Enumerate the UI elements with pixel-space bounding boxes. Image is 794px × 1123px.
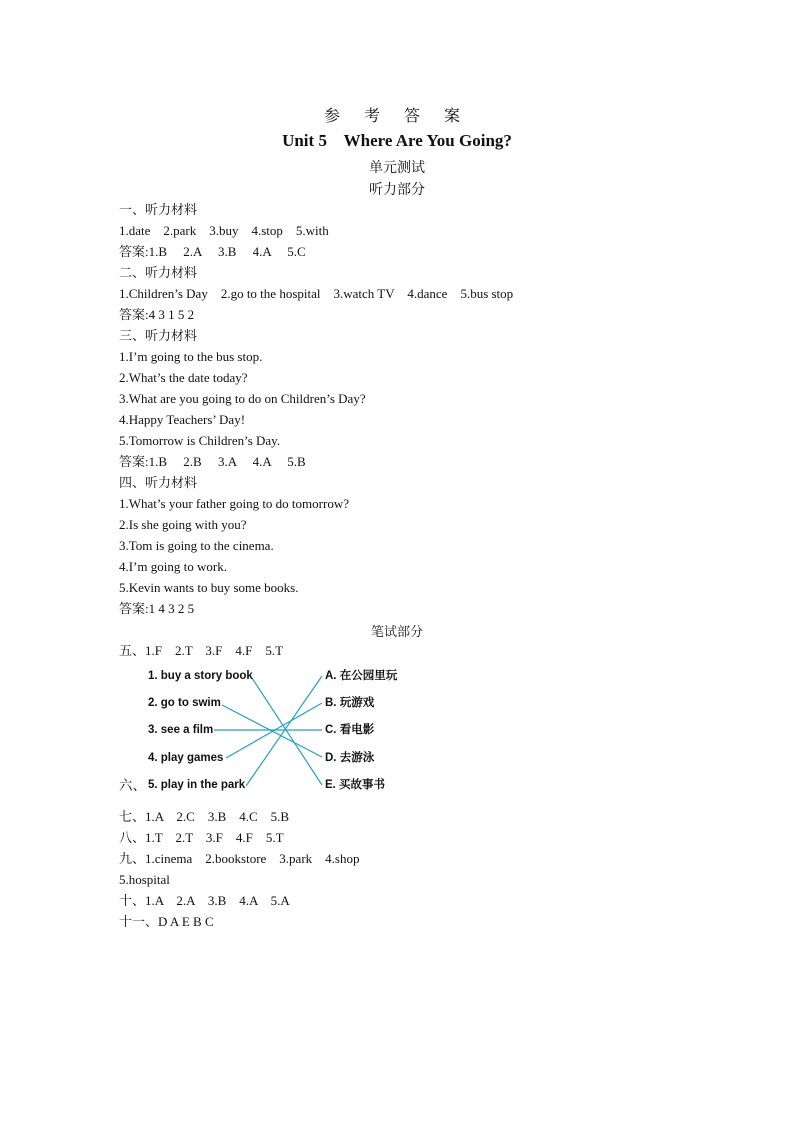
section-3-line: 2.What’s the date today? [119,370,248,385]
section-4-heading: 四、听力材料 [119,475,198,490]
section-4-line: 2.Is she going with you? [119,517,247,532]
section-3-line: 4.Happy Teachers’ Day! [119,412,246,427]
section-2-items: 1.Children’s Day 2.go to the hospital 3.watch TV 4.dance 5.bus stop [119,286,514,301]
section-3-heading: 三、听力材料 [119,328,198,343]
match-right-e: E. 买故事书 [325,779,386,791]
writing-header: 笔试部分 [370,624,423,639]
match-left-2: 2. go to swim [148,697,221,709]
section-11-answers: 十一、D A E B C [119,914,214,929]
section-5-answers: 五、1.F 2.T 3.F 4.F 5.T [119,643,284,658]
section-3-answer: 答案:1.B 2.B 3.A 4.A 5.B [119,454,306,469]
section-4-line: 5.Kevin wants to buy some books. [119,580,299,595]
section-6-label: 六、 [119,778,146,793]
section-9-answers: 九、1.cinema 2.bookstore 3.park 4.shop [119,851,360,866]
section-2-heading: 二、听力材料 [119,265,198,280]
section-4-line: 4.I’m going to work. [119,559,227,574]
match-left-1: 1. buy a story book [148,670,253,682]
match-right-b: B. 玩游戏 [325,697,375,709]
match-line-1-e [252,678,322,785]
section-3-line: 5.Tomorrow is Children’s Day. [119,433,281,448]
test-name: 单元测试 [369,161,425,176]
match-right-a: A. 在公园里玩 [325,670,398,682]
section-8-answers: 八、1.T 2.T 3.F 4.F 5.T [119,830,284,845]
section-10-answers: 十、1.A 2.A 3.B 4.A 5.A [119,893,290,908]
match-left-4: 4. play games [148,752,224,764]
section-7-answers: 七、1.A 2.C 3.B 4.C 5.B [119,809,290,824]
section-1-answer: 答案:1.B 2.A 3.B 4.A 5.C [119,244,306,259]
section-4-answer: 答案:1 4 3 2 5 [119,601,195,616]
section-2-answer: 答案:4 3 1 5 2 [119,307,195,322]
match-right-c: C. 看电影 [325,724,375,736]
page-title: 参 考 答 案 [323,108,470,125]
section-4-line: 3.Tom is going to the cinema. [119,538,274,553]
match-left-3: 3. see a film [148,724,214,736]
listening-header: 听力部分 [369,183,425,198]
section-1-items: 1.date 2.park 3.buy 4.stop 5.with [119,223,329,238]
match-left-5: 5. play in the park [148,779,246,791]
section-4-line: 1.What’s your father going to do tomorrow? [119,496,349,511]
match-line-5-a [246,676,322,786]
section-9-answers-cont: 5.hospital [119,872,170,887]
section-1-heading: 一、听力材料 [119,202,198,217]
match-right-d: D. 去游泳 [325,752,375,764]
unit-title: Unit 5 Where Are You Going? [282,131,512,150]
section-3-line: 3.What are you going to do on Children’s Day? [119,391,366,406]
section-3-line: 1.I’m going to the bus stop. [119,349,263,364]
